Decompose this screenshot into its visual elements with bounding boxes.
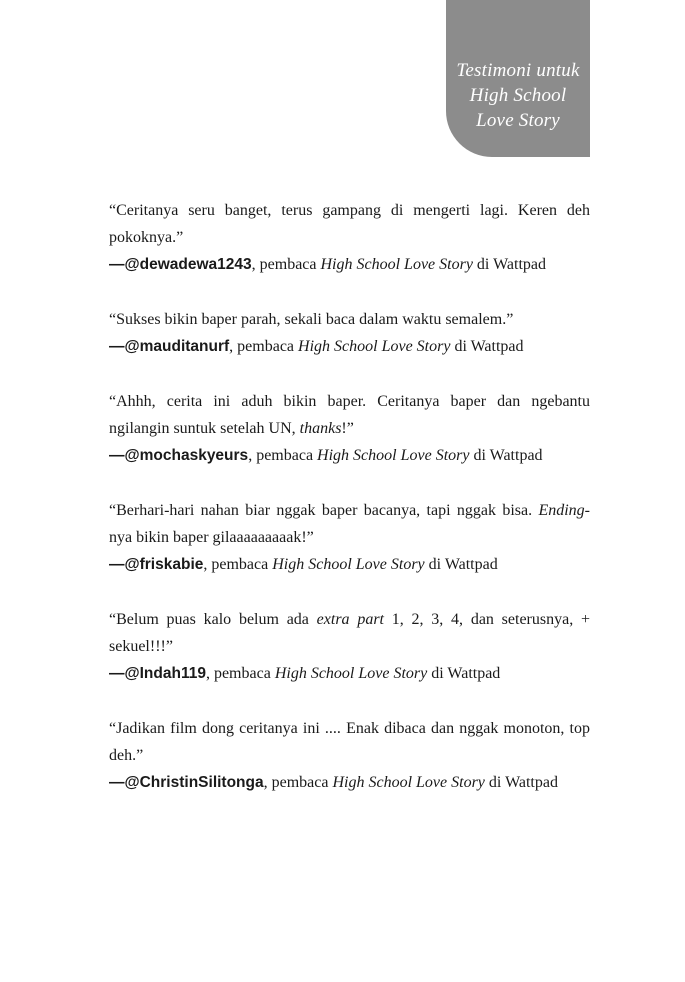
testimonial-quote: “Sukses bikin baper parah, sekali baca dalam waktu semalem.”	[109, 311, 514, 328]
chapter-tab-line: High School	[469, 85, 567, 106]
testimonial	[109, 606, 590, 687]
testimonial-quote: “Berhari-hari nahan biar nggak baper bacanya, tapi nggak bisa. Ending-nya bikin baper gilaaaaaaaaak!”	[109, 502, 590, 546]
testimonial-quote: “Ceritanya seru banget, terus gampang di mengerti lagi. Keren deh pokoknya.”	[109, 202, 590, 246]
testimonial-attribution: —@mochaskyeurs, pembaca High School Love Story di Wattpad	[109, 447, 543, 464]
chapter-tab-line: Testimoni untuk	[456, 60, 580, 81]
book-title: High School Love Story	[320, 256, 473, 273]
testimonial	[109, 197, 590, 278]
testimonial	[109, 306, 590, 360]
reader-handle: —@mauditanurf	[109, 338, 230, 355]
book-title: High School Love Story	[274, 665, 428, 682]
reader-handle: —@Indah119	[109, 665, 206, 682]
book-title: High School Love Story	[272, 556, 425, 573]
book-title: High School Love Story	[298, 338, 451, 355]
testimonial	[109, 497, 590, 578]
testimonial-list	[109, 197, 590, 824]
testimonial-quote: “Jadikan film dong ceritanya ini .... Enak dibaca dan nggak monoton, top deh.”	[109, 720, 590, 764]
testimonial	[109, 715, 590, 796]
reader-handle: —@ChristinSilitonga	[109, 774, 264, 791]
reader-handle: —@dewadewa1243	[109, 256, 252, 273]
testimonial-attribution: —@mauditanurf, pembaca High School Love Story di Wattpad	[109, 338, 524, 355]
testimonial-quote: “Belum puas kalo belum ada extra part 1, 2, 3, 4, dan seterusnya, + sekuel!!!”	[109, 611, 590, 655]
testimonial-attribution: —@dewadewa1243, pembaca High School Love Story di Wattpad	[109, 256, 546, 273]
chapter-tab	[446, 0, 590, 157]
testimonial-attribution: —@ChristinSilitonga, pembaca High School Love Story di Wattpad	[109, 774, 558, 791]
book-title: High School Love Story	[332, 774, 485, 791]
reader-handle: —@friskabie	[109, 556, 204, 573]
testimonial-attribution: —@Indah119, pembaca High School Love Story di Wattpad	[109, 665, 501, 682]
testimonial-quote: “Ahhh, cerita ini aduh bikin baper. Ceritanya baper dan ngebantu ngilangin suntuk setelah UN, thanks!”	[109, 393, 590, 437]
book-title: High School Love Story	[317, 447, 470, 464]
chapter-tab-line: Love Story	[476, 110, 560, 131]
testimonial	[109, 388, 590, 469]
reader-handle: —@mochaskyeurs	[109, 447, 249, 464]
testimonial-attribution: —@friskabie, pembaca High School Love Story di Wattpad	[109, 556, 498, 573]
